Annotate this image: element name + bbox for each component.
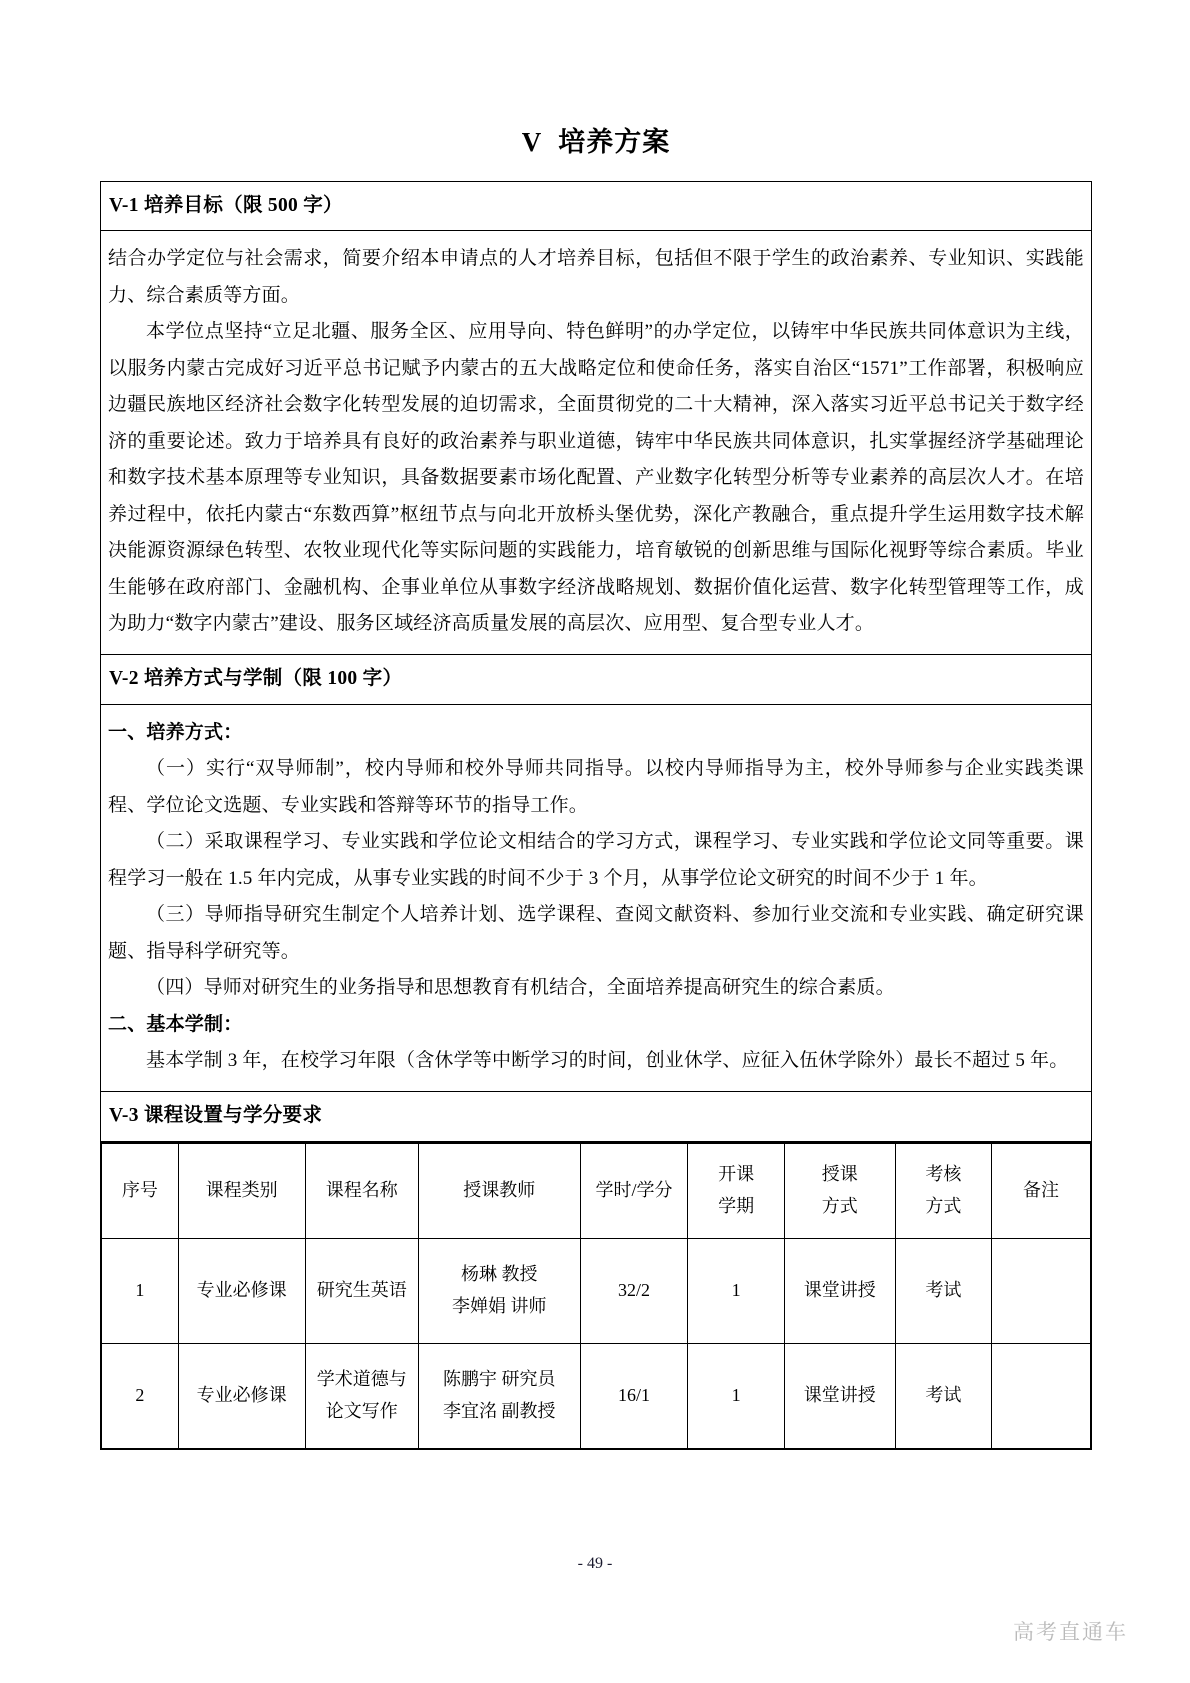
column-header-assess-mode-line1: 考核	[925, 1164, 962, 1185]
cell-category: 专业必修课	[178, 1343, 305, 1449]
column-header-course-name-line1: 课程名称	[325, 1180, 398, 1201]
course-table-header-row	[101, 1143, 1091, 1239]
v2-item-2: （二）采取课程学习、专业实践和学位论文相结合的学习方式，课程学习、专业实践和学位论文同等重要。课程学习一般在 1.5 年内完成，从事专业实践的时间不少于 3 个月，从事学位论文研究的时间不少于 1 年。	[108, 831, 1084, 889]
column-header-course-name	[305, 1143, 418, 1239]
cell-hours-credits: 16/1	[580, 1343, 688, 1449]
cell-teacher-line2: 李宜洺 副教授	[442, 1400, 556, 1421]
cell-teacher-line1: 陈鹏宇 研究员	[442, 1369, 556, 1390]
column-header-teach-mode-line2: 方式	[821, 1195, 858, 1216]
column-header-no	[101, 1143, 178, 1239]
cell-course-name-line1: 学术道德与	[316, 1369, 407, 1390]
section-v3-heading-row	[101, 1092, 1092, 1141]
cell-course-name-line2: 论文写作	[325, 1400, 398, 1421]
cell-remark	[992, 1238, 1091, 1343]
section-v2-body-row	[101, 704, 1092, 1092]
column-header-teacher	[418, 1143, 580, 1239]
cell-teacher-line1: 杨琳 教授	[460, 1264, 538, 1285]
v2-item-4: （四）导师对研究生的业务指导和思想教育有机结合，全面培养提高研究生的综合素质。	[146, 977, 895, 999]
cell-hours-credits: 32/2	[580, 1238, 688, 1343]
section-v3-heading: V-3 课程设置与学分要求	[109, 1105, 323, 1127]
table-row	[101, 1238, 1091, 1343]
cell-teacher	[418, 1238, 580, 1343]
column-header-no-line1: 序号	[121, 1180, 158, 1201]
v1-instruction: 结合办学定位与社会需求，简要介绍本申请点的人才培养目标，包括但不限于学生的政治素养、专业知识、实践能力、综合素质等方面。	[108, 248, 1084, 306]
column-header-teach-mode-line1: 授课	[821, 1164, 858, 1185]
section-v2-heading: V-2 培养方式与学制（限 100 字）	[109, 668, 403, 690]
cell-assess-mode: 考试	[895, 1343, 991, 1449]
section-v2-body	[101, 705, 1091, 1092]
section-v1-heading-row	[101, 182, 1092, 231]
cell-no: 1	[101, 1238, 178, 1343]
v2-item-3: （三）导师指导研究生制定个人培养计划、选学课程、查阅文献资料、参加行业交流和专业实践、确定研究课题、指导科学研究等。	[108, 904, 1084, 962]
section-v2-heading-row	[101, 655, 1092, 704]
column-header-teacher-line1: 授课教师	[463, 1180, 536, 1201]
column-header-hours-credits-line1: 学时/学分	[595, 1180, 673, 1201]
title-text: 培养方案	[558, 127, 671, 157]
title-numeral: V	[521, 127, 543, 157]
section-v1-body-row	[101, 231, 1092, 655]
cell-course-name: 研究生英语	[305, 1238, 418, 1343]
table-row	[101, 1343, 1091, 1449]
page-title	[100, 120, 1092, 159]
section-v1-heading: V-1 培养目标（限 500 字）	[109, 195, 343, 216]
section-v1-body	[101, 231, 1091, 654]
column-header-term-line2: 学期	[718, 1195, 755, 1216]
page-content	[100, 120, 1092, 1450]
column-header-remark-line1: 备注	[1023, 1180, 1060, 1201]
v2-subheading-basic-schooling: 二、基本学制：	[108, 1013, 243, 1035]
cell-term: 1	[688, 1238, 784, 1343]
v2-item-5: 基本学制 3 年，在校学习年限（含休学等中断学习的时间，创业休学、应征入伍休学除外）最长不超过 5 年。	[146, 1050, 1069, 1071]
column-header-hours-credits	[580, 1143, 688, 1239]
cell-teach-mode: 课堂讲授	[784, 1343, 895, 1449]
v2-item-1: （一）实行“双导师制”，校内导师和校外导师共同指导。以校内导师指导为主，校外导师参与企业实践类课程、学位论文选题、专业实践和答辩等环节的指导工作。	[108, 758, 1084, 816]
column-header-category-line1: 课程类别	[205, 1180, 278, 1201]
watermark: 高考直通车	[1013, 1621, 1128, 1644]
column-header-term-line1: 开课	[718, 1164, 755, 1185]
column-header-assess-mode-line2: 方式	[925, 1195, 962, 1216]
cell-no: 2	[101, 1343, 178, 1449]
form-frame-table	[100, 181, 1092, 1142]
cell-teacher-line2: 李婵娟 讲师	[451, 1295, 547, 1316]
course-table	[100, 1142, 1092, 1450]
cell-assess-mode: 考试	[895, 1238, 991, 1343]
v1-body-text: 本学位点坚持“立足北疆、服务全区、应用导向、特色鲜明”的办学定位，以铸牢中华民族共同体意识为主线，以服务内蒙古完成好习近平总书记赋予内蒙古的五大战略定位和使命任务，落实自治区“1571”工作部署，积极响应边疆民族地区经济社会数字化转型发展的迫切需求，全面贯彻党的二十大精神，深入落实习近平总书记关于数字经济的重要论述。致力于培养具有良好的政治素养与职业道德，铸牢中华民族共同体意识，扎实掌握经济学基础理论和数字技术基本原理等专业知识，具备数据要素市场化配置、产业数字化转型分析等专业素养的高层次人才。在培养过程中，依托内蒙古“东数西算”枢纽节点与向北开放桥头堡优势，深化产教融合，重点提升学生运用数字技术解决能源资源绿色转型、农牧业现代化等实际问题的实践能力，培育敏锐的创新思维与国际化视野等综合素质。毕业生能够在政府部门、金融机构、企事业单位从事数字经济战略规划、数据价值化运营、数字化转型管理等工作，成为助力“数字内蒙古”建设、服务区域经济高质量发展的高层次、应用型、复合型专业人才。	[108, 321, 1084, 634]
column-header-remark	[992, 1143, 1091, 1239]
cell-remark	[992, 1343, 1091, 1449]
cell-course-name	[305, 1343, 418, 1449]
column-header-term	[688, 1143, 784, 1239]
column-header-category	[178, 1143, 305, 1239]
cell-teacher	[418, 1343, 580, 1449]
cell-teach-mode: 课堂讲授	[784, 1238, 895, 1343]
page-number: - 49 -	[577, 1555, 613, 1572]
column-header-teach-mode	[784, 1143, 895, 1239]
cell-term: 1	[688, 1343, 784, 1449]
column-header-assess-mode	[895, 1143, 991, 1239]
v2-subheading-training-mode: 一、培养方式：	[108, 721, 243, 743]
cell-category: 专业必修课	[178, 1238, 305, 1343]
